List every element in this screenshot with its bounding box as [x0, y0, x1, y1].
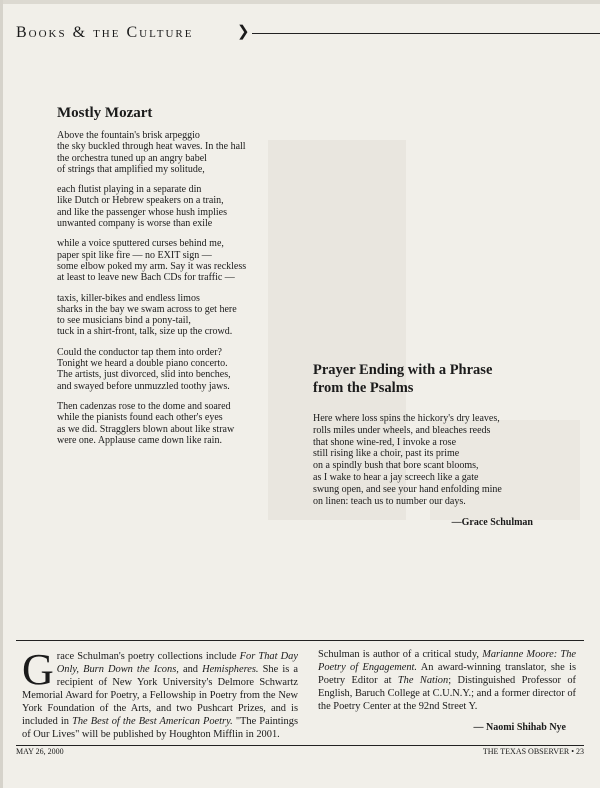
poem-line: Then cadenzas rose to the dome and soared: [57, 400, 231, 412]
bio-signature: — Naomi Shihab Nye: [473, 722, 566, 733]
poem-line: Tonight we heard a double piano concerto.: [57, 358, 228, 370]
book-title: Hemispheres.: [202, 664, 259, 675]
poem-line: rolls miles under wheels, and bleaches reeds: [313, 424, 491, 436]
stanza: [57, 401, 297, 446]
bio-text: and: [178, 664, 203, 675]
bio-text: "The Paintings of Our Lives" will be published by Houghton Mifflin in 2001.: [22, 716, 298, 740]
publication-title: The Nation: [397, 675, 449, 686]
poem-line: sharks in the bay we swam across to get here: [57, 303, 237, 315]
poem-title: Mostly Mozart: [57, 105, 153, 121]
poem-line: The artists, just divorced, slid into benches,: [57, 369, 231, 381]
poem-line: some elbow poked my arm. Say it was reckless: [57, 260, 247, 272]
poem-line: paper spit like fire — no EXIT sign —: [57, 249, 212, 261]
bio-text: Schulman is author of a critical study,: [318, 649, 483, 660]
poem-title-line: Prayer Ending with a Phrase: [313, 362, 493, 378]
book-title: The Best of the Best American Poetry.: [72, 716, 233, 727]
bio-right-column: [318, 648, 576, 734]
poem-line: at least to leave new Bach CDs for traffic —: [57, 272, 235, 284]
poem-line: the sky buckled through heat waves. In the hall: [57, 141, 246, 153]
bio-text: ; Distinguished Professor of English, Baruch College at C.U.N.Y.; and a former director of the Poetry Center at the 92nd Street Y.: [318, 675, 576, 712]
poem-line: while a voice sputtered curses behind me,: [57, 238, 224, 250]
stanza: [57, 293, 297, 338]
poem-line: as I wake to hear a jay screech like a gate: [313, 471, 479, 483]
page-edge-top: [0, 0, 600, 4]
poem-author: —Grace Schulman: [451, 517, 533, 529]
section-arrow-icon: ❯: [237, 24, 250, 40]
poem-line: on a spindly bush that bore scant blooms,: [313, 460, 479, 472]
footer-rule: [16, 745, 584, 746]
poem-line: Here where loss spins the hickory's dry leaves,: [313, 413, 500, 424]
poem-line: each flutist playing in a separate din: [57, 184, 202, 196]
footer-date: MAY 26, 2000: [16, 747, 64, 756]
poem-line: and like the passenger whose hush implies: [57, 206, 227, 218]
bio-rule: [16, 640, 584, 641]
poem-line: tuck in a shirt-front, talk, size up the crowd.: [57, 326, 233, 338]
section-title: Books & the Culture: [16, 24, 194, 41]
stanza: [57, 238, 297, 283]
poem-line: like Dutch or Hebrew speakers on a train,: [57, 195, 224, 207]
bio-text: She is a recipient of New York University's Delmore Schwartz Memorial Award for Poetry, a Fellowship in Poetry from the New York Foundation of the Arts, and two Pushcart Prizes, and is included in: [22, 664, 298, 727]
header-rule: [252, 33, 600, 34]
poem-line: of strings that amplified my solitude,: [57, 163, 205, 175]
stanza: [313, 413, 573, 507]
poem-line: to see musicians bind a pony-tail,: [57, 315, 191, 327]
page-edge-left: [0, 0, 3, 788]
poem-line: Could the conductor tap them into order?: [57, 346, 222, 358]
section-header: [16, 24, 584, 42]
poem-line: unwanted company is worse than exile: [57, 218, 213, 230]
poem-line: were one. Applause came down like rain.: [57, 434, 222, 446]
poem-line: taxis, killer-bikes and endless limos: [57, 292, 200, 304]
footer-publication: THE TEXAS OBSERVER • 23: [482, 747, 584, 756]
poem-mostly-mozart: [57, 104, 297, 455]
stanza: [57, 130, 297, 175]
poem-prayer-ending: [313, 361, 573, 528]
stanza: [57, 347, 297, 392]
poem-line: on linen: teach us to number our days.: [313, 495, 466, 507]
poem-line: while the pianists found each other's eyes: [57, 412, 223, 424]
poem-line: still rising like a choir, past its prime: [313, 448, 460, 460]
bio-left-column: [22, 645, 298, 741]
poem-line: swung open, and see your hand enfolding mine: [313, 483, 502, 495]
poem-line: Above the fountain's brisk arpeggio: [57, 130, 200, 141]
poem-line: and swayed before unmuzzled toothy jaws.: [57, 380, 230, 392]
poem-title: [313, 361, 573, 397]
poem-line: the orchestra tuned up an angry babel: [57, 152, 207, 164]
stanza: [57, 184, 297, 229]
book-title: For That Day Only, Burn Down the Icons,: [56, 651, 298, 675]
poem-line: that shone wine-red, I invoke a rose: [313, 436, 457, 448]
poem-line: as we did. Stragglers blown about like straw: [57, 423, 235, 435]
book-title: Marianne Moore: The Poetry of Engagement.: [318, 649, 577, 673]
bio-text: race Schulman's poetry collections include: [56, 651, 240, 662]
poem-title-line: from the Psalms: [313, 380, 414, 396]
drop-cap: G: [22, 645, 54, 694]
bio-text: An award-winning translator, she is Poetry Editor at: [318, 662, 576, 686]
